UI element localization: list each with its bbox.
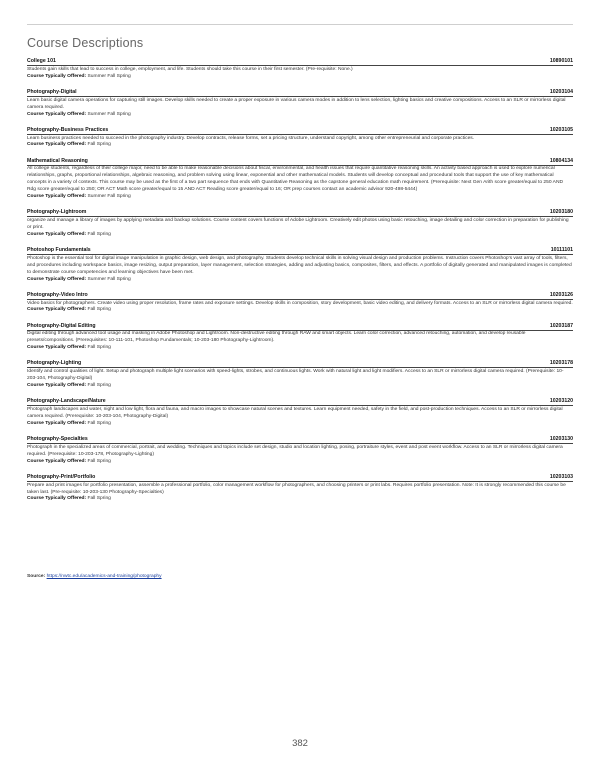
course-description: Students gain skills that lead to success in college, employment, and life. Students should take this course in their first semester. (Pre-requisite: None.) bbox=[27, 66, 353, 72]
course-code: 10203126 bbox=[549, 291, 573, 298]
course-header bbox=[27, 58, 573, 66]
course-offered bbox=[27, 194, 573, 201]
course-name: Photography-Print/Portfolio bbox=[27, 473, 96, 480]
offered-value: Fall Spring bbox=[87, 345, 111, 351]
course-entry bbox=[27, 89, 573, 118]
top-divider bbox=[27, 24, 573, 25]
course-header bbox=[27, 474, 573, 482]
course-header bbox=[27, 398, 573, 406]
offered-label: Course Typically Offered: bbox=[27, 496, 87, 502]
course-name: Photography-Digital bbox=[27, 88, 77, 95]
course-offered bbox=[27, 112, 573, 119]
course-name: Photography-Specialties bbox=[27, 435, 88, 442]
course-name: Photography-Digital Editing bbox=[27, 322, 96, 329]
course-offered bbox=[27, 307, 573, 314]
course-entry bbox=[27, 360, 573, 389]
course-offered bbox=[27, 421, 573, 428]
course-entry bbox=[27, 398, 573, 427]
course-header bbox=[27, 436, 573, 444]
course-code: 10203120 bbox=[549, 398, 573, 405]
course-description: Learn business practices needed to succeed in the photography industry. Develop contracts, release forms, set a pricing structure, understand copyright, among other entrepreneurial and corporate practices. bbox=[27, 135, 475, 141]
course-entry bbox=[27, 209, 573, 238]
offered-label: Course Typically Offered: bbox=[27, 194, 87, 200]
course-entry bbox=[27, 323, 573, 352]
course-offered bbox=[27, 345, 573, 352]
course-name: Mathematical Reasoning bbox=[27, 157, 88, 164]
source-link[interactable]: https://nwtc.edu/academics-and-training/photography bbox=[46, 574, 162, 579]
course-code: 10203178 bbox=[549, 360, 573, 367]
course-description: Photograph landscapes and water, night and low light, flora and fauna, and macro images to showcase natural scenes and textures. Learn equipment needed, safety in the field, and post-production techniques. Access to an SLR or mirrorless digital camera required. (Prerequisite: 10-203-104, Photography-Digital) bbox=[27, 407, 563, 419]
offered-value: Fall Spring bbox=[87, 142, 111, 148]
course-header bbox=[27, 209, 573, 217]
course-entry bbox=[27, 247, 573, 283]
course-description: Video basics for photographers. Create video using proper resolution, frame rates and exposure settings. Develop skills in composition, story development, basic video editing, and delivery formats. Access to an SLR or mirrorless digital camera required. bbox=[27, 300, 573, 306]
page-number: 382 bbox=[292, 738, 308, 749]
course-name: Photography-Lightroom bbox=[27, 209, 87, 216]
course-code: 10203180 bbox=[549, 209, 573, 216]
course-name: Photography-Landscape/Nature bbox=[27, 398, 106, 405]
course-name: College 101 bbox=[27, 58, 56, 64]
offered-value: Fall Spring bbox=[87, 496, 111, 502]
course-code: 10203105 bbox=[549, 126, 573, 133]
page-title: Course Descriptions bbox=[27, 36, 144, 50]
course-entry bbox=[27, 127, 573, 149]
offered-value: Fall Spring bbox=[87, 458, 111, 464]
course-code: 10804134 bbox=[549, 157, 573, 164]
offered-value: Summer Fall Spring bbox=[87, 73, 131, 79]
course-description: Identify and control qualities of light. Setup and photograph multiple light scenarios with speed-lights, strobes, and continuous lights. Work with natural light and light modifiers. Access to an SLR or mirrorless digital camera required. (Prerequisite: 10-203-104, Photography-Digital) bbox=[27, 369, 564, 382]
offered-label: Course Typically Offered: bbox=[27, 345, 87, 351]
offered-label: Course Typically Offered: bbox=[27, 458, 87, 464]
course-offered bbox=[27, 383, 573, 390]
offered-label: Course Typically Offered: bbox=[27, 142, 87, 148]
course-code: 10203103 bbox=[549, 473, 573, 480]
source-line bbox=[27, 574, 162, 579]
source-label: Source: bbox=[27, 574, 46, 579]
course-code: 10111101 bbox=[550, 246, 573, 253]
offered-label: Course Typically Offered: bbox=[27, 276, 87, 282]
offered-value: Summer Fall Spring bbox=[87, 111, 131, 117]
offered-value: Summer Fall Spring bbox=[87, 194, 131, 200]
course-header bbox=[27, 127, 573, 135]
course-header bbox=[27, 89, 573, 97]
course-offered bbox=[27, 459, 573, 466]
course-header bbox=[27, 247, 573, 255]
course-description: Photograph in the specialized areas of commercial, portrait, and wedding. Techniques and topics include set design, studio and location lighting, posing, portraiture styles, event and post event workflow. Access to an SLR or mirrorless digital camera required. (Prerequisite: 10-203-178, Photography-Lighting) bbox=[27, 444, 563, 457]
course-header bbox=[27, 323, 573, 331]
offered-value: Summer Fall Spring bbox=[87, 276, 131, 282]
course-description: All college students, regardless of their college major, need to be able to make reasonable decisions about fiscal, environmental, and health issues that require quantitative reasoning skills. An activity based approach is used to explore numerical relationships, graphs, proportional relationships, algebraic reasoning, and problem solving using linear, exponential and other mathematical models. Students will develop conceptual and procedural tools that support the use of key mathematical concepts in a variety of contexts. This course may be used as the first of a two part sequence that ends with Quantitative Reasoning as the capstone general education math requirement. (Prerequisite: Next Gen Arith score greater/equal to 250 AND Rdg score greater/equal to 250; OR ACT Math score greater/equal to 15 AND ACT Reading score greater/equal to 16; OR prep courses contact an academic advisor 920-498-5444) bbox=[27, 166, 564, 193]
course-code: 10203104 bbox=[549, 88, 573, 95]
course-entry bbox=[27, 436, 573, 465]
course-entry bbox=[27, 474, 573, 503]
course-code: 10890101 bbox=[549, 58, 573, 64]
course-description: organize and manage a library of images by applying metadata and backup solutions. Course content covers functions of Adobe Lightroom. Creatively edit photos using basic retouching, image detailing and color correction in preparation for publishing or print. bbox=[27, 218, 569, 230]
offered-label: Course Typically Offered: bbox=[27, 420, 87, 426]
course-offered bbox=[27, 74, 573, 81]
course-code: 10203187 bbox=[549, 322, 573, 329]
course-description: Learn basic digital camera operations for capturing still images. Develop skills needed to create a proper exposure in various camera modes in addition to lens selection, lighting basics and creative compositions. Access to an SLR or mirrorless digital camera required. bbox=[27, 97, 566, 110]
course-description: Digital editing through advanced tool usage and masking in Adobe Photoshop and Lightroom. Non-destructive editing through RAW and smart objects. Learn color correction, advanced retouching, automation, and develop reusable presets/compositions. (Prerequisites: 10-111-101, Photoshop Fundamentals; 10-203-180 Photography-Lightroom). bbox=[27, 331, 526, 344]
offered-label: Course Typically Offered: bbox=[27, 307, 87, 313]
course-offered bbox=[27, 142, 573, 149]
offered-value: Fall Spring bbox=[87, 231, 111, 237]
course-description: Photoshop is the essential tool for digital image manipulation in graphic design, web design, and photography. Students develop technical skills in solving visual design and production problems. Instruction covers Photoshop's vast array of tools, filters, and procedures including workspace basics, image resizing, output preparation, layer management, selection strategies, adding and adjusting basics, composites, filters, and effects. A portfolio of digitally generated and manipulated images is completed to demonstrate course competencies and learning objectives have been met. bbox=[27, 255, 572, 275]
course-name: Photography-Video Intro bbox=[27, 291, 88, 298]
offered-label: Course Typically Offered: bbox=[27, 383, 87, 389]
course-name: Photography-Lighting bbox=[27, 360, 82, 367]
course-header bbox=[27, 360, 573, 368]
course-list bbox=[27, 58, 573, 512]
offered-value: Fall Spring bbox=[87, 420, 111, 426]
course-name: Photography-Business Practices bbox=[27, 126, 109, 133]
course-header bbox=[27, 292, 573, 300]
offered-value: Fall Spring bbox=[87, 383, 111, 389]
offered-value: Fall Spring bbox=[87, 307, 111, 313]
course-header bbox=[27, 158, 573, 166]
offered-label: Course Typically Offered: bbox=[27, 231, 87, 237]
offered-label: Course Typically Offered: bbox=[27, 73, 87, 79]
course-entry bbox=[27, 158, 573, 201]
course-entry bbox=[27, 292, 573, 314]
course-description: Prepare and print images for portfolio presentation, assemble a professional portfolio, color management workflow for photographers, and choosing printers or print labs. Requires portfolio presentation. Note: It is strongly recommended this course be taken last. (Pre-requisite: 10-203-130 Photography-Specialties) bbox=[27, 482, 566, 495]
course-code: 10203130 bbox=[549, 435, 573, 442]
course-offered bbox=[27, 232, 573, 239]
offered-label: Course Typically Offered: bbox=[27, 111, 87, 117]
course-entry bbox=[27, 58, 573, 80]
course-offered bbox=[27, 496, 573, 503]
course-name: Photoshop Fundamentals bbox=[27, 246, 91, 253]
course-offered bbox=[27, 277, 573, 284]
